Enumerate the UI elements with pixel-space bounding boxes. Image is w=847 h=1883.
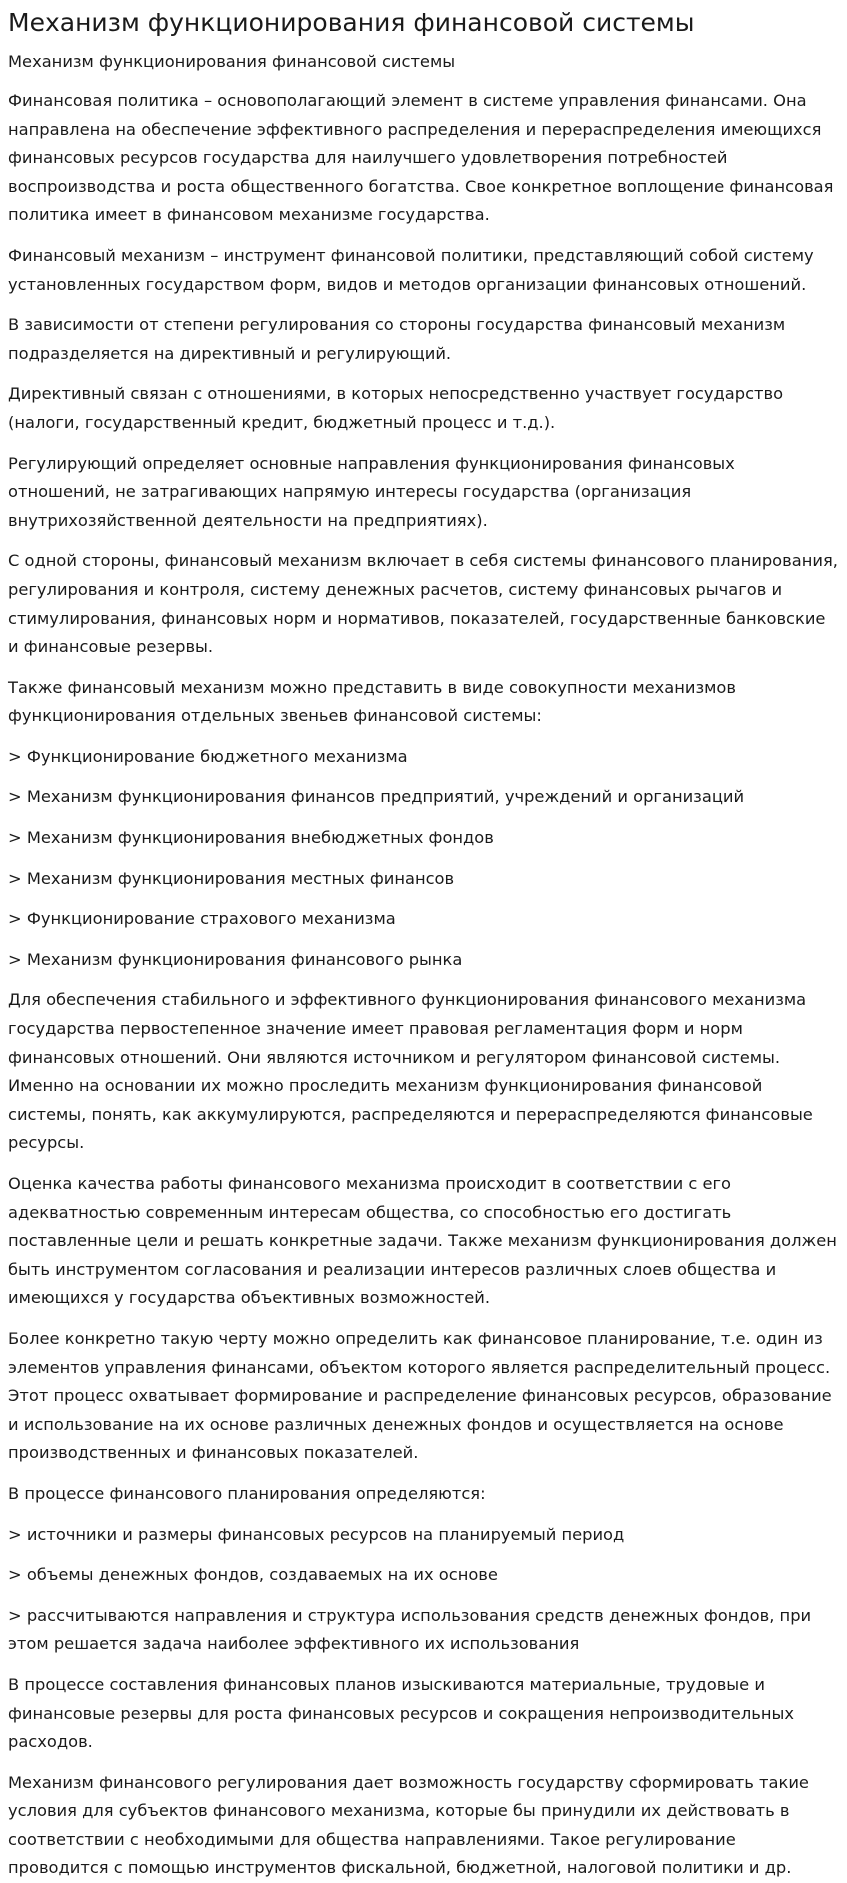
list-item: > Механизм функционирования местных финансов — [8, 868, 455, 888]
paragraph-directive: Директивный связан с отношениями, в которых непосредственно участвует государство (налоги, государственный кредит, бюджетный процесс и т.д.). — [8, 384, 784, 432]
paragraph-regulation-types: В зависимости от степени регулирования со стороны государства финансовый механизм подразделяется на директивный и регулирующий. — [8, 315, 786, 363]
list-item: > Функционирование бюджетного механизма — [8, 746, 408, 766]
paragraph-financial-planning: Более конкретно такую черту можно определить как финансовое планирование, т.е. один из элементов управления финансами, объектом которого является распределительный процесс. Этот процесс охватывает формирование и распределение финансовых ресурсов, образование и использование на их основе различных денежных фондов и осуществляется на основе производственных и финансовых показателей. — [8, 1328, 832, 1463]
list-item: > объемы денежных фондов, создаваемых на их основе — [8, 1565, 498, 1585]
article-subtitle: Механизм функционирования финансовой системы — [8, 52, 456, 71]
list-item: > рассчитываются направления и структура использования средств денежных фондов, при этом решается задача наиболее эффективного их использования — [8, 1605, 812, 1654]
list-item: > Механизм функционирования финансов предприятий, учреждений и организаций — [8, 787, 745, 807]
list-item: > Механизм функционирования финансового рынка — [8, 949, 463, 969]
paragraph-regulating: Регулирующий определяет основные направления функционирования финансовых отношений, не затрагивающих напрямую интересы государства (организация внутрихозяйственной деятельности на предприятиях). — [8, 453, 735, 530]
list-item: > Функционирование страхового механизма — [8, 909, 396, 929]
paragraph-quality-assessment: Оценка качества работы финансового механизма происходит в соответствии с его адекватностью современным интересам общества, со способностью его достигать поставленные цели и решать конкретные задачи. Также механизм функционирования должен быть инструментом согласования и реализации интересов различных слоев общества и имеющихся у государства объективных возможностей. — [8, 1174, 837, 1308]
paragraph-financial-regulation: Механизм финансового регулирования дает возможность государству сформировать такие условия для субъектов финансового механизма, которые бы принудили их действовать в соответствии с необходимыми для общества направлениями. Такое регулирование проводится с помощью инструментов фискальной, бюджетной, налоговой политики и др. — [8, 1772, 809, 1878]
paragraph-planning-determines: В процессе финансового планирования определяются: — [8, 1483, 486, 1503]
paragraph-mechanism-components: С одной стороны, финансовый механизм включает в себя системы финансового планирования, регулирования и контроля, систему денежных расчетов, систему финансовых рычагов и стимулирования, финансовых норм и нормативов, показателей, государственные банковские и финансовые резервы. — [8, 551, 838, 657]
paragraph-financial-mechanism-definition: Финансовый механизм – инструмент финансовой политики, представляющий собой систему установленных государством форм, видов и методов организации финансовых отношений. — [8, 245, 814, 294]
paragraph-legal-regulation: Для обеспечения стабильного и эффективного функционирования финансового механизма государства первостепенное значение имеет правовая регламентация форм и норм финансовых отношений. Они являются источником и регулятором финансовой системы. Именно на основании их можно проследить механизм функционирования финансовой системы, понять, как аккумулируются, распределяются и перераспределяются финансовые ресурсы. — [8, 990, 813, 1153]
paragraph-mechanism-set: Также финансовый механизм можно представить в виде совокупности механизмов функционирования отдельных звеньев финансовой системы: — [8, 677, 736, 726]
list-item: > Механизм функционирования внебюджетных фондов — [8, 828, 494, 848]
paragraph-reserves: В процессе составления финансовых планов изыскиваются материальные, трудовые и финансовые резервы для роста финансовых ресурсов и сокращения непроизводительных расходов. — [8, 1674, 794, 1752]
list-item: > источники и размеры финансовых ресурсов на планируемый период — [8, 1524, 625, 1544]
page-title: Механизм функционирования финансовой системы — [8, 8, 695, 37]
paragraph-financial-policy: Финансовая политика – основополагающий элемент в системе управления финансами. Она направлена на обеспечение эффективного распределения и перераспределения имеющихся финансовых ресурсов государства для наилучшего удовлетворения потребностей воспроизводства и роста общественного богатства. Свое конкретное воплощение финансовая политика имеет в финансовом механизме государства. — [8, 91, 834, 225]
